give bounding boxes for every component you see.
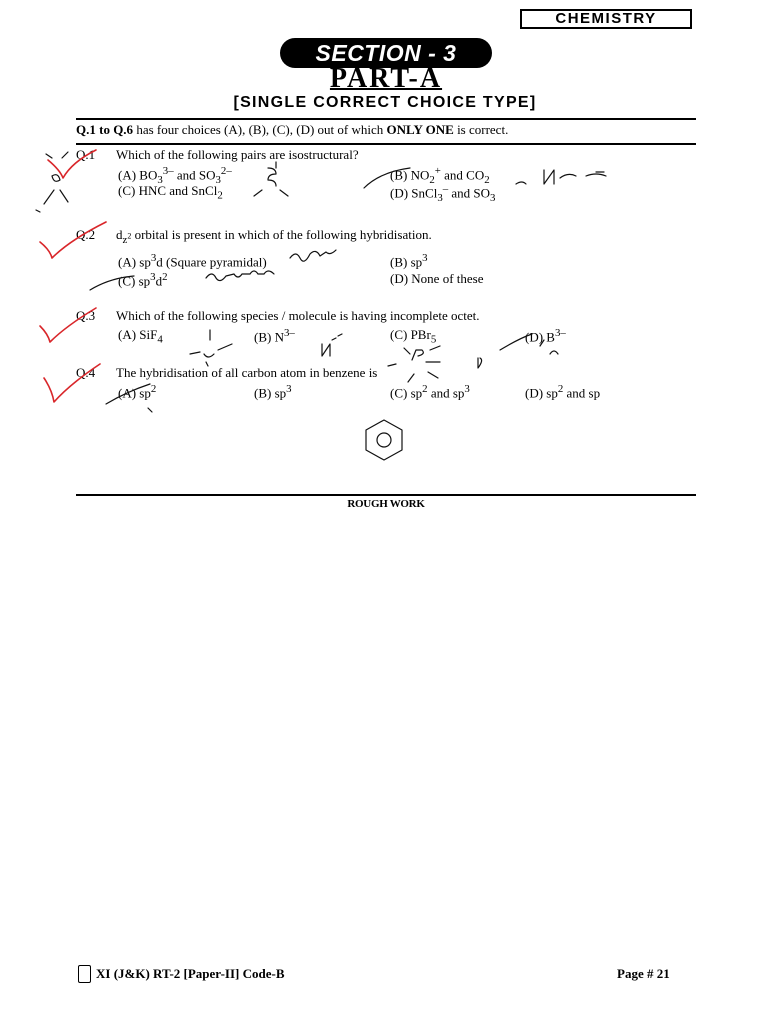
handwritten-note-icon	[206, 271, 274, 281]
option-mid: d	[155, 273, 163, 289]
q2-option-b[interactable]	[390, 252, 428, 270]
option-sup: 2	[150, 383, 157, 395]
option-sup: +	[434, 165, 441, 177]
option-mid: and sp	[563, 385, 601, 401]
handwritten-note-icon	[290, 250, 336, 261]
q2-option-a[interactable]	[118, 252, 267, 270]
q3-option-c[interactable]	[390, 327, 436, 346]
handwritten-structure-sketch-icon	[36, 152, 68, 212]
option-sup: 3	[150, 252, 157, 264]
handwritten-structure-sketch-icon	[516, 170, 606, 184]
option-sup2: 3	[464, 383, 470, 395]
q4-option-b[interactable]	[254, 383, 292, 401]
option-sup2: 2–	[220, 165, 232, 177]
q1-option-d[interactable]	[390, 183, 495, 204]
q1-option-c[interactable]	[118, 183, 223, 202]
question-text-a: d	[116, 227, 123, 242]
benzene-circle-sketch-icon	[377, 433, 391, 447]
option-label: (D) None of these	[390, 271, 484, 286]
option-sup: 2	[557, 383, 564, 395]
option-sup: –	[442, 183, 449, 195]
handwritten-structure-sketch-icon	[322, 334, 342, 356]
option-label: (A) SiF	[118, 327, 158, 342]
option-label: (C) sp	[118, 273, 151, 289]
option-mid: and SO	[173, 167, 216, 183]
publisher-logo-icon	[78, 965, 91, 983]
instructions	[76, 122, 508, 138]
section-title: SECTION - 3	[280, 38, 492, 68]
question-text-subsup: 2	[127, 230, 132, 240]
question-text: Which of the following species / molecule is having incomplete octet.	[116, 308, 480, 323]
option-sub2: 3	[215, 173, 221, 186]
question-4	[76, 365, 377, 381]
q2-option-d[interactable]	[390, 271, 484, 287]
option-sub: 4	[157, 333, 163, 346]
option-label: (A) BO	[118, 167, 158, 183]
question-number: Q.4	[76, 365, 96, 380]
question-2	[76, 227, 432, 248]
option-label: (B) NO	[390, 167, 430, 183]
question-3	[76, 308, 480, 324]
handwritten-structure-sketch-icon	[254, 162, 288, 196]
option-label: (D) sp	[525, 385, 558, 401]
option-label: (B) sp	[390, 254, 423, 270]
option-sup: 2	[422, 383, 428, 395]
option-label: (C) HNC and SnCl	[118, 183, 218, 198]
option-label: (C) sp	[390, 385, 423, 401]
option-label: (B) sp	[254, 385, 287, 401]
question-number: Q.1	[76, 147, 96, 162]
option-label: (B) N	[254, 329, 284, 345]
question-text-b: orbital is present in which of the following hybridisation.	[131, 227, 432, 242]
part-title: PART-A	[329, 63, 443, 94]
option-mid: and sp	[427, 385, 465, 401]
option-label: (A) sp	[118, 254, 151, 270]
q4-option-c[interactable]	[390, 383, 470, 401]
option-sub2: 2	[484, 173, 490, 186]
option-sup: 3	[422, 252, 428, 264]
question-number: Q.3	[76, 308, 96, 323]
option-mid: and CO	[440, 167, 485, 183]
option-mid: d (Square pyramidal)	[156, 254, 267, 270]
option-sup: 3–	[162, 165, 174, 177]
instructions-text-a: has four choices (A), (B), (C), (D) out of which	[133, 122, 387, 137]
option-sub: 2	[429, 173, 435, 186]
option-sup: 3	[150, 271, 156, 283]
benzene-ring-sketch-icon	[366, 420, 402, 460]
footer-code: XI (J&K) RT-2 [Paper-II] Code-B	[96, 966, 285, 981]
question-text: Which of the following pairs are isostructural?	[116, 147, 359, 162]
q3-option-a[interactable]	[118, 327, 163, 346]
instructions-range: Q.1 to Q.6	[76, 122, 134, 137]
option-sup: 3–	[283, 327, 295, 339]
option-label: (A) sp	[118, 385, 151, 401]
rough-work-label: ROUGH WORK	[347, 498, 425, 510]
question-text-sub	[122, 230, 132, 246]
instructions-emphasis: ONLY ONE	[386, 122, 454, 137]
option-sub2: 3	[490, 191, 496, 204]
q2-option-c[interactable]	[118, 271, 167, 289]
question-type-title: [SINGLE CORRECT CHOICE TYPE]	[233, 94, 537, 111]
q3-option-d[interactable]	[525, 327, 566, 345]
option-sup: 3–	[554, 327, 566, 339]
top-rule	[76, 118, 696, 120]
option-label: (D) B	[525, 329, 555, 345]
instructions-text-b: is correct.	[453, 122, 509, 137]
handwritten-structure-sketch-icon	[388, 346, 482, 382]
question-text: The hybridisation of all carbon atom in benzene is	[116, 365, 378, 380]
option-sub: 3	[437, 191, 443, 204]
subject-label: CHEMISTRY	[520, 9, 692, 29]
rough-work-rule	[76, 494, 696, 496]
footer-page-number: Page # 21	[617, 966, 670, 981]
question-1	[76, 147, 359, 163]
question-text-sub-z: z	[122, 233, 128, 246]
instructions-rule	[76, 143, 696, 145]
handwritten-structure-sketch-icon	[190, 330, 232, 366]
option-sub: 2	[217, 189, 223, 202]
option-label: (C) PBr	[390, 327, 431, 342]
option-sup: 3	[286, 383, 292, 395]
option-sub: 3	[157, 173, 163, 186]
option-label: (D) SnCl	[390, 185, 438, 201]
question-number: Q.2	[76, 227, 96, 242]
q3-option-b[interactable]	[254, 327, 295, 345]
option-mid: and SO	[448, 185, 491, 201]
option-sub: 5	[430, 333, 437, 346]
q4-option-a[interactable]	[118, 383, 156, 401]
option-sup2: 2	[162, 271, 168, 283]
q4-option-d[interactable]	[525, 383, 600, 401]
